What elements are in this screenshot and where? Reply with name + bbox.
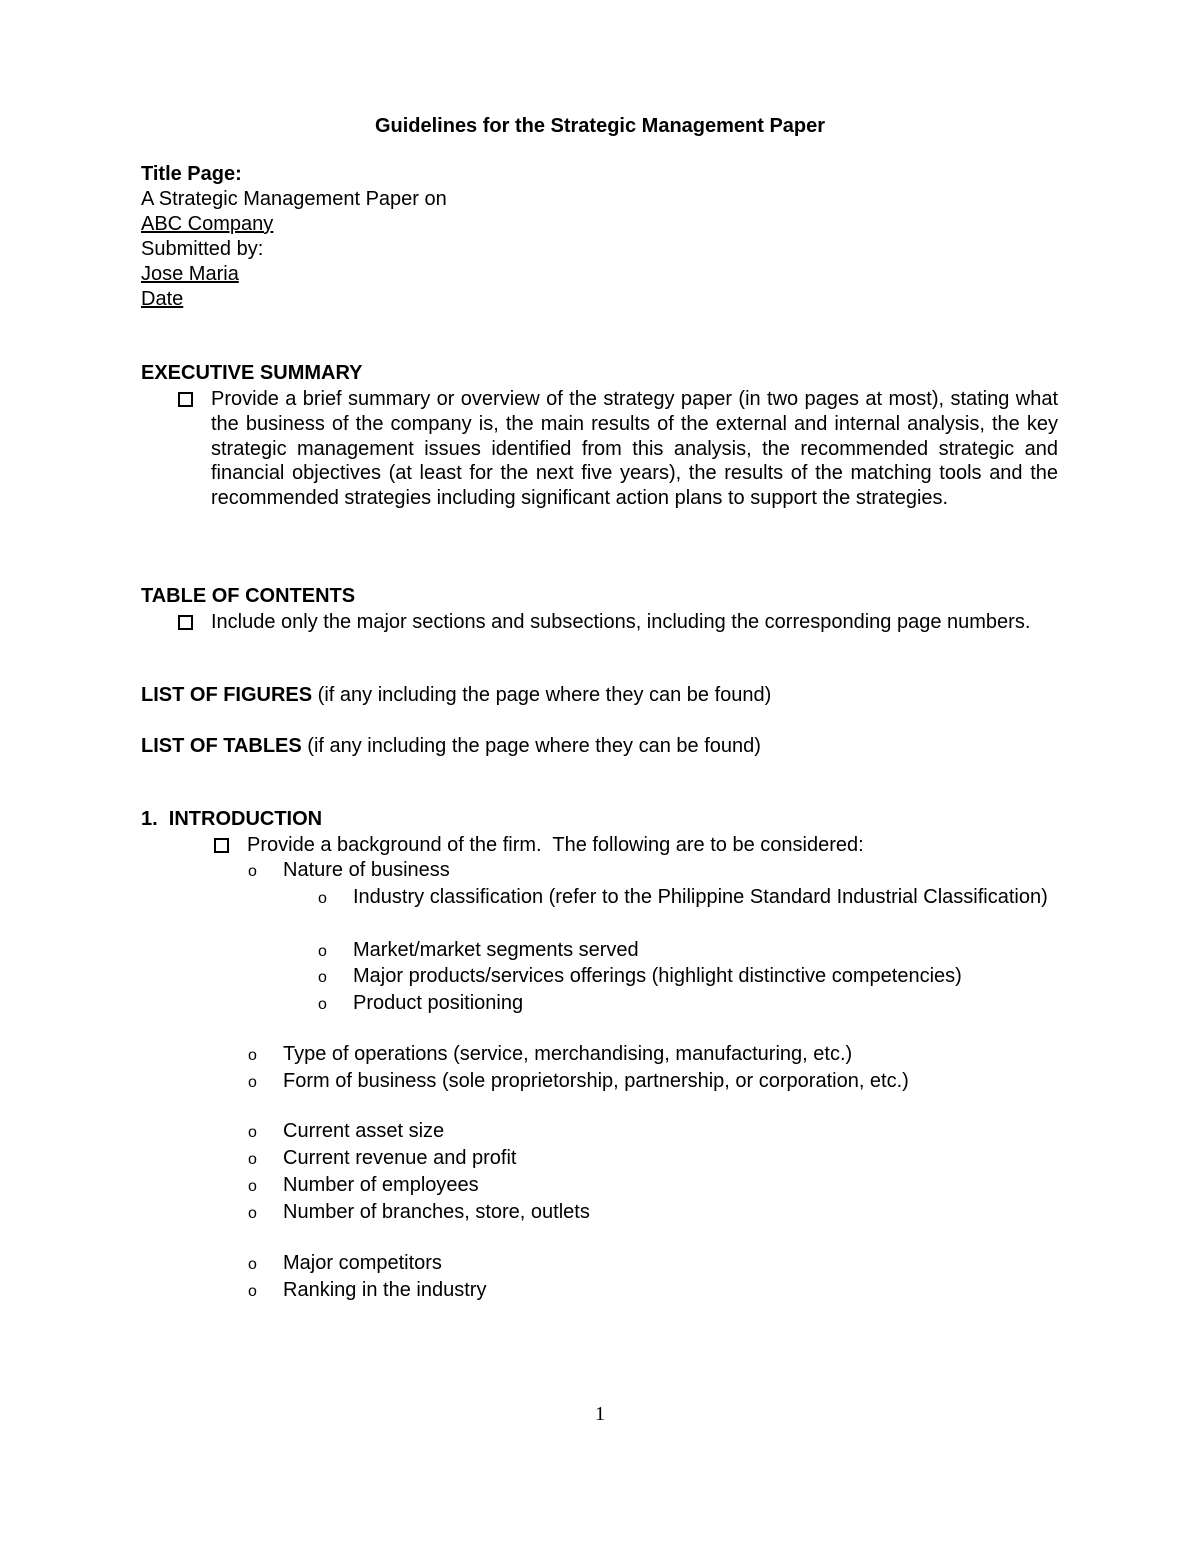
circle-bullet-icon: o [318, 890, 327, 907]
list-item [248, 1250, 1058, 1276]
circle-bullet-icon: o [248, 1283, 257, 1300]
circle-bullet-icon: o [248, 1047, 257, 1064]
title-page-line: A Strategic Management Paper on [141, 188, 447, 210]
introduction-bullet [212, 833, 1058, 858]
circle-bullet-icon: o [318, 969, 327, 986]
list-item [248, 1118, 1058, 1144]
list-item-text: Major competitors [283, 1252, 442, 1274]
list-item [248, 1172, 1058, 1198]
page-number: 1 [595, 1403, 605, 1425]
list-item-text: Product positioning [353, 992, 524, 1014]
list-item [248, 857, 1058, 883]
list-item-text: Form of business (sole proprietorship, partnership, or corporation, etc.) [283, 1070, 909, 1092]
date-field: Date [141, 288, 184, 310]
list-of-figures-note: (if any including the page where they can be found) [312, 684, 772, 706]
checkbox-bullet-icon [178, 392, 193, 407]
list-item [318, 963, 1058, 989]
list-of-figures-line [141, 683, 1058, 708]
circle-bullet-icon: o [318, 943, 327, 960]
checkbox-bullet-icon [214, 838, 229, 853]
list-item-text: Current revenue and profit [283, 1147, 517, 1169]
company-name: ABC Company [141, 213, 274, 235]
circle-bullet-icon: o [248, 1178, 257, 1195]
executive-summary-heading: EXECUTIVE SUMMARY [141, 362, 363, 384]
executive-summary-text: Provide a brief summary or overview of the strategy paper (in two pages at most), stating what the business of the company is, the main results of the external and internal analysis, the key strategic management issues identified from this analysis, the recommended strategic and financial objectives (at least for the next five years), the results of the matching tools and the recommended strategies including significant action plans to support the strategies. [211, 388, 1058, 510]
list-item [318, 884, 1058, 910]
author-name: Jose Maria [141, 263, 239, 285]
circle-bullet-icon: o [248, 863, 257, 880]
circle-bullet-icon: o [248, 1074, 257, 1091]
list-item-text: Market/market segments served [353, 939, 639, 961]
list-item-text: Nature of business [283, 859, 450, 881]
list-of-tables-line [141, 734, 1058, 759]
title-page-heading: Title Page: [141, 163, 242, 185]
list-item-text: Industry classification (refer to the Philippine Standard Industrial Classification) [353, 886, 1048, 908]
executive-summary-bullet [176, 387, 1058, 511]
list-item [248, 1199, 1058, 1225]
document-title: Guidelines for the Strategic Management Paper [374, 115, 826, 137]
list-of-tables-heading: LIST OF TABLES [141, 735, 302, 757]
toc-section [141, 584, 1058, 609]
list-item-text: Major products/services offerings (highlight distinctive competencies) [353, 965, 962, 987]
list-item [248, 1041, 1058, 1067]
introduction-section [141, 807, 1058, 832]
list-of-figures-heading: LIST OF FIGURES [141, 684, 313, 706]
list-of-tables-note: (if any including the page where they can be found) [301, 735, 761, 757]
toc-heading: TABLE OF CONTENTS [141, 585, 356, 607]
list-item [248, 1068, 1058, 1094]
checkbox-bullet-icon [178, 615, 193, 630]
list-item-text: Number of employees [283, 1174, 479, 1196]
circle-bullet-icon: o [248, 1124, 257, 1141]
circle-bullet-icon: o [318, 996, 327, 1013]
title-page-section [141, 162, 1058, 312]
introduction-heading: 1. INTRODUCTION [141, 808, 323, 830]
list-item-text: Type of operations (service, merchandising, manufacturing, etc.) [283, 1043, 853, 1065]
list-item-text: Number of branches, store, outlets [283, 1201, 590, 1223]
submitted-by-label: Submitted by: [141, 238, 264, 260]
list-item [248, 1277, 1058, 1303]
toc-text: Include only the major sections and subsections, including the corresponding page numbers. [211, 611, 1031, 633]
introduction-text: Provide a background of the firm. The following are to be considered: [247, 834, 864, 856]
circle-bullet-icon: o [248, 1205, 257, 1222]
circle-bullet-icon: o [248, 1151, 257, 1168]
list-item-text: Current asset size [283, 1120, 445, 1142]
list-item [318, 937, 1058, 963]
list-item [318, 990, 1058, 1016]
executive-summary-section [141, 361, 1058, 386]
toc-bullet [176, 610, 1058, 635]
circle-bullet-icon: o [248, 1256, 257, 1273]
list-item-text: Ranking in the industry [283, 1279, 487, 1301]
list-item [248, 1145, 1058, 1171]
